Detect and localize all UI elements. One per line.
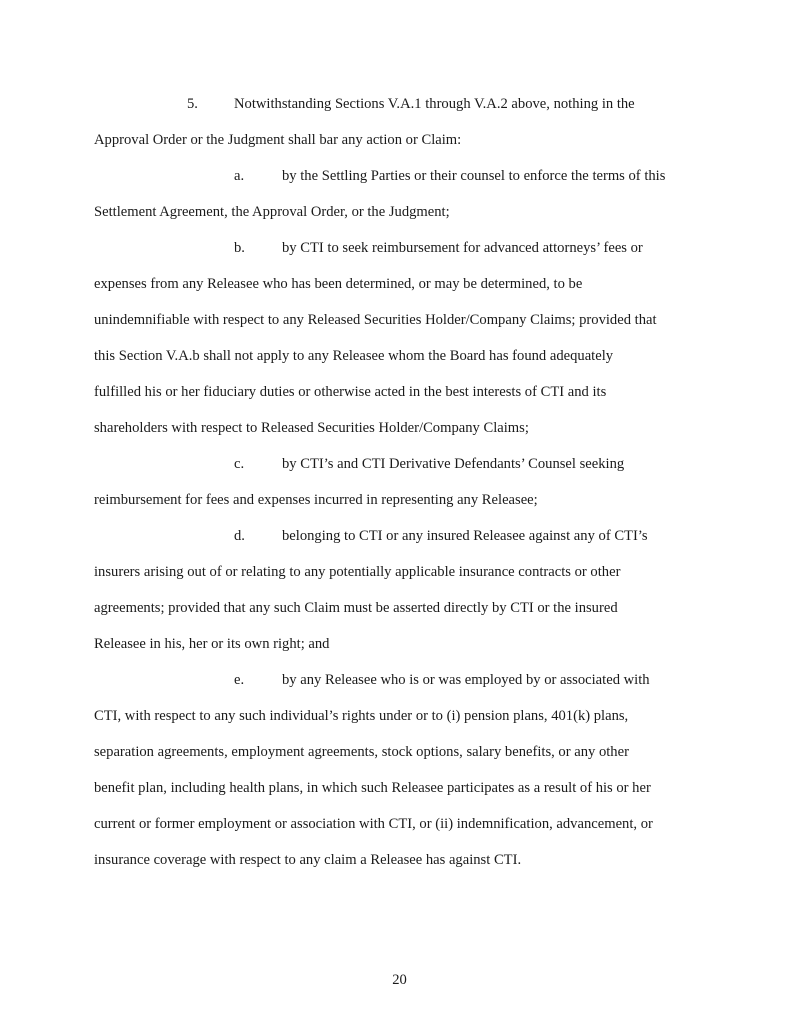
- sub-item-d-letter: d.: [234, 528, 245, 544]
- sub-item-c-letter: c.: [234, 456, 245, 472]
- sub-item-b-letter: b.: [234, 240, 245, 256]
- sub-item-e-line-5: current or former employment or association with CTI, or (ii) indemnification, advancement, or: [94, 816, 653, 832]
- sub-item-e-line-2: CTI, with respect to any such individual’s rights under or to (i) pension plans, 401(k) plans,: [94, 708, 629, 724]
- sub-item-a-line-1: by the Settling Parties or their counsel to enforce the terms of this: [282, 168, 666, 184]
- sub-item-e-line-6: insurance coverage with respect to any claim a Releasee has against CTI.: [94, 852, 522, 868]
- sub-item-c-line-2: reimbursement for fees and expenses incurred in representing any Releasee;: [94, 492, 538, 508]
- sub-item-c-line-1: by CTI’s and CTI Derivative Defendants’ Counsel seeking: [282, 456, 625, 472]
- sub-item-b-line-6: shareholders with respect to Released Securities Holder/Company Claims;: [94, 420, 529, 436]
- sub-item-e-line-3: separation agreements, employment agreements, stock options, salary benefits, or any other: [94, 744, 629, 760]
- page-number: 20: [392, 972, 407, 988]
- item-5-number: 5.: [187, 96, 198, 112]
- sub-item-d-line-4: Releasee in his, her or its own right; and: [94, 636, 330, 652]
- sub-item-b-line-1: by CTI to seek reimbursement for advanced attorneys’ fees or: [282, 240, 643, 256]
- sub-item-d-line-3: agreements; provided that any such Claim must be asserted directly by CTI or the insured: [94, 600, 618, 616]
- sub-item-e-letter: e.: [234, 672, 245, 688]
- sub-item-a-letter: a.: [234, 168, 245, 184]
- sub-item-a-line-2: Settlement Agreement, the Approval Order, or the Judgment;: [94, 204, 450, 220]
- sub-item-b-line-5: fulfilled his or her fiduciary duties or otherwise acted in the best interests of CTI and its: [94, 384, 607, 400]
- sub-item-d-line-1: belonging to CTI or any insured Releasee against any of CTI’s: [282, 528, 648, 544]
- sub-item-e-line-4: benefit plan, including health plans, in which such Releasee participates as a result of his or her: [94, 780, 651, 796]
- item-5-line-1: Notwithstanding Sections V.A.1 through V.A.2 above, nothing in the: [234, 96, 635, 112]
- sub-item-e-line-1: by any Releasee who is or was employed by or associated with: [282, 672, 650, 688]
- sub-item-d-line-2: insurers arising out of or relating to any potentially applicable insurance contracts or other: [94, 564, 621, 580]
- sub-item-b-line-3: unindemnifiable with respect to any Released Securities Holder/Company Claims; provided that: [94, 312, 657, 328]
- sub-item-b-line-4: this Section V.A.b shall not apply to any Releasee whom the Board has found adequately: [94, 348, 614, 364]
- sub-item-b-line-2: expenses from any Releasee who has been determined, or may be determined, to be: [94, 276, 583, 292]
- item-5-line-2: Approval Order or the Judgment shall bar any action or Claim:: [94, 132, 462, 148]
